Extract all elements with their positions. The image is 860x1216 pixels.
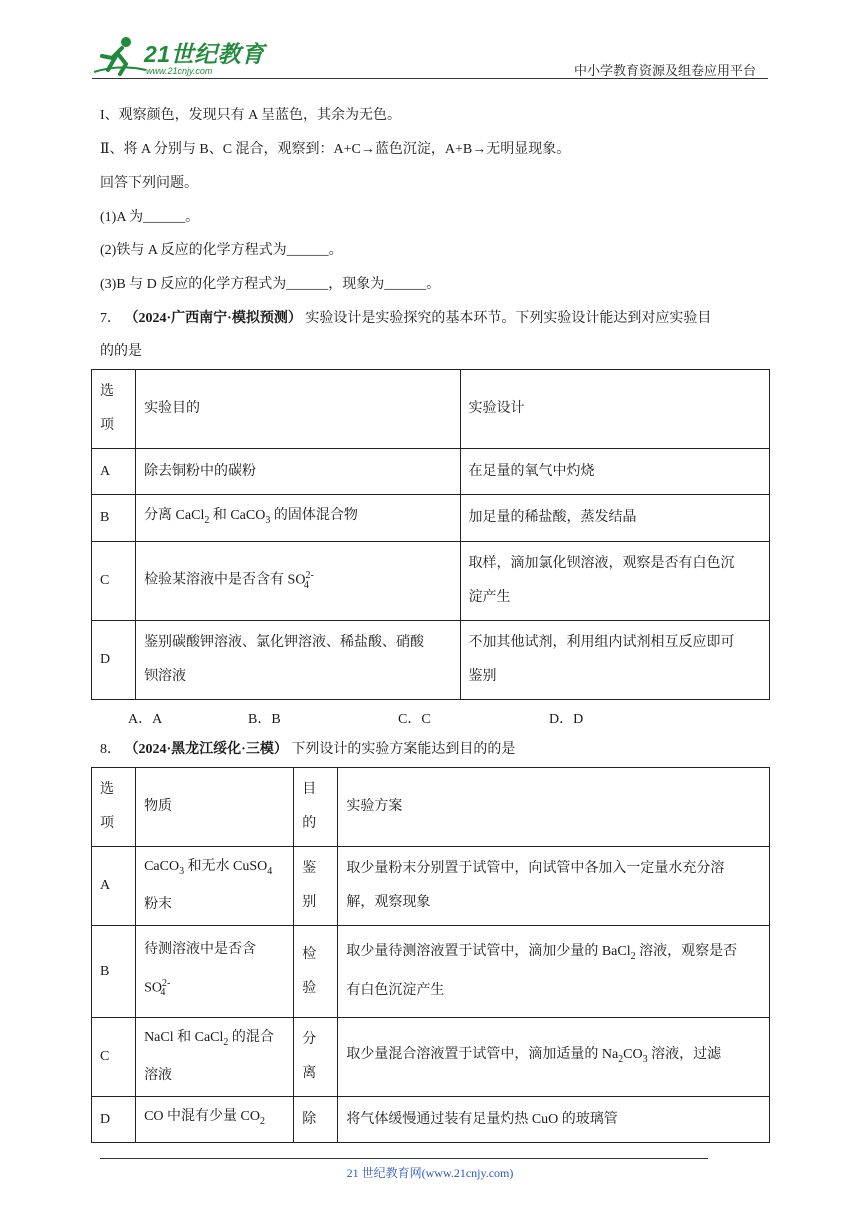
row-plan: 将气体缓慢通过装有足量灼热 CuO 的玻璃管 [338,1097,770,1143]
sub-question-3: (3)B 与 D 反应的化学方程式为______，现象为______。 [100,277,441,292]
header-option-char-2: 项 [100,816,114,831]
substance-line-1: 待测溶液中是否含 [144,941,257,957]
substance-line-1 [144,1021,285,1060]
aim-char-1: 鉴 [302,861,317,876]
header-substance: 物质 [136,768,294,847]
table-row [92,495,770,542]
row-option: B [92,495,136,542]
intro-line-3: 回答下列问题。 [100,176,198,191]
text-part: 和无水 CuSO [184,858,268,874]
row-option: A [92,847,136,926]
purpose-line-2: 钡溶液 [144,669,187,684]
footer-divider [100,1158,708,1159]
text-part: 取少量混合溶液置于试管中，滴加适量的 Na [346,1046,619,1062]
row-design: 在足量的氧气中灼烧 [460,449,769,495]
text-part: 和 CaCO [209,507,266,523]
subscript: 2 [259,1115,265,1127]
question-8-table [91,767,770,1143]
subscript: 2 [223,1036,229,1048]
subscript: 3 [179,865,185,877]
header-option [92,370,136,449]
header-aim-char-2: 的 [302,816,317,831]
row-design [460,621,769,700]
header-aim [294,768,338,847]
choice-b[interactable]: B．B [248,712,281,727]
row-plan [338,847,770,926]
row-option: B [92,926,136,1018]
aim-char-2: 别 [302,895,317,910]
substance-line-2: 溶液 [144,1068,173,1084]
row-substance [136,847,294,926]
plan-line-1 [346,935,761,974]
text-part: CO [623,1046,643,1062]
substance-line-2 [144,967,285,1010]
header-option [92,768,136,847]
intro-line-2: Ⅱ、将 A 分别与 B、C 混合，观察到：A+C→蓝色沉淀，A+B→无明显现象。 [100,142,571,157]
design-line-1: 取样，滴加氯化钡溶液，观察是否有白色沉 [468,556,735,571]
table-row [92,449,770,495]
subscript: 3 [265,514,271,526]
row-option: D [92,621,136,700]
intro-line-1: I、观察颜色，发现只有 A 呈蓝色，其余为无色。 [100,108,401,123]
row-plan [338,1018,770,1097]
header-purpose: 实验目的 [136,370,460,449]
aim-char-1: 分 [302,1032,317,1047]
table-header-row [92,370,770,449]
row-plan [338,926,770,1018]
row-design: 加足量的稀盐酸，蒸发结晶 [460,495,769,542]
row-option: D [92,1097,136,1143]
runner-logo-icon [92,34,148,78]
text-part: SO [144,980,162,996]
question-source: （2024·广西南宁·模拟预测） [124,311,302,326]
question-text: 实验设计是实验探究的基本环节。下列实验设计能达到对应实验目 [305,311,712,326]
purpose-line-1: 鉴别碳酸钾溶液、氯化钾溶液、稀盐酸、硝酸 [144,635,425,650]
row-purpose [136,495,460,542]
plan-line-2: 解，观察现象 [346,895,431,910]
footer-link[interactable]: 21 世纪教育网(www.21cnjy.com) [346,1166,514,1180]
header-divider [92,78,768,79]
table-row [92,1097,770,1143]
question-7-stem [100,309,711,329]
row-aim [294,926,338,1018]
subscript: 2 [630,950,636,962]
row-purpose [136,542,460,621]
question-number: 8． [100,742,121,757]
subscript: 2 [204,514,210,526]
question-8-stem [100,740,515,760]
aim-char-2: 验 [302,980,317,996]
choice-d[interactable]: D．D [549,712,584,727]
row-option: C [92,542,136,621]
row-purpose [136,621,460,700]
table-row [92,621,770,700]
substance-line-1 [144,850,285,889]
logo-text: 21世纪教育 [144,41,265,67]
row-aim [294,847,338,926]
design-line-2: 鉴别 [468,669,497,684]
table-row [92,542,770,621]
row-aim [294,1018,338,1097]
text-part: 溶液，观察是否 [635,944,738,960]
question-number: 7． [100,311,121,326]
table-header-row [92,768,770,847]
superscript: 2- [305,570,314,582]
logo-url: www.21cnjy.com [146,66,213,76]
header-plan: 实验方案 [338,768,770,847]
header-design: 实验设计 [460,370,769,449]
row-design [460,542,769,621]
subscript: 4 [303,579,309,591]
table-row [92,926,770,1018]
question-7-stem-cont: 的的是 [100,344,142,359]
text-part: 的固体混合物 [270,507,358,523]
row-substance [136,926,294,1018]
question-source: （2024·黑龙江绥化·三模） [124,742,288,757]
sub-question-2: (2)铁与 A 反应的化学方程式为______。 [100,243,343,258]
header-aim-char-1: 目 [302,782,317,797]
text-part: 取少量待测溶液置于试管中，滴加少量的 BaCl [346,944,631,960]
table-row [92,1018,770,1097]
aim-char-2: 离 [302,1066,317,1081]
design-line-1: 不加其他试剂，利用组内试剂相互反应即可 [468,635,735,650]
table-row [92,847,770,926]
sub-question-1: (1)A 为______。 [100,210,200,225]
subscript: 4 [160,987,166,999]
row-aim: 除 [294,1097,338,1143]
header-option-char-1: 选 [100,782,114,797]
text-part: 分离 CaCl [144,507,205,523]
choice-c[interactable]: C．C [398,712,431,727]
plan-line-1: 取少量粉末分别置于试管中，向试管中各加入一定量水充分溶 [346,861,725,876]
subscript: 3 [642,1053,648,1065]
question-7-table [91,369,770,700]
text-part: CO 中混有少量 CO [144,1109,260,1125]
text-part: NaCl 和 CaCl [144,1029,224,1045]
superscript: 2- [161,977,171,989]
question-text: 下列设计的实验方案能达到目的的是 [291,742,516,757]
aim-char-1: 检 [302,946,317,962]
text-part: 的混合 [228,1029,274,1045]
row-purpose: 除去铜粉中的碳粉 [136,449,460,495]
row-substance [136,1097,294,1143]
choice-a[interactable]: A．A [128,712,163,727]
design-line-2: 淀产生 [468,590,511,605]
text-part: 检验某溶液中是否含有 SO [144,572,306,588]
row-option: A [92,449,136,495]
subscript: 2 [618,1053,624,1065]
header-option-char-2: 项 [100,418,114,433]
header-option-char-1: 选 [100,384,114,399]
subscript: 4 [267,865,273,877]
plan-line-2: 有白色沉淀产生 [346,982,445,998]
platform-name: 中小学教育资源及组卷应用平台 [573,63,756,78]
text-part: CaCO [144,858,180,874]
text-part: 溶液，过滤 [647,1046,722,1062]
row-option: C [92,1018,136,1097]
substance-line-2: 粉末 [144,897,173,913]
row-substance [136,1018,294,1097]
